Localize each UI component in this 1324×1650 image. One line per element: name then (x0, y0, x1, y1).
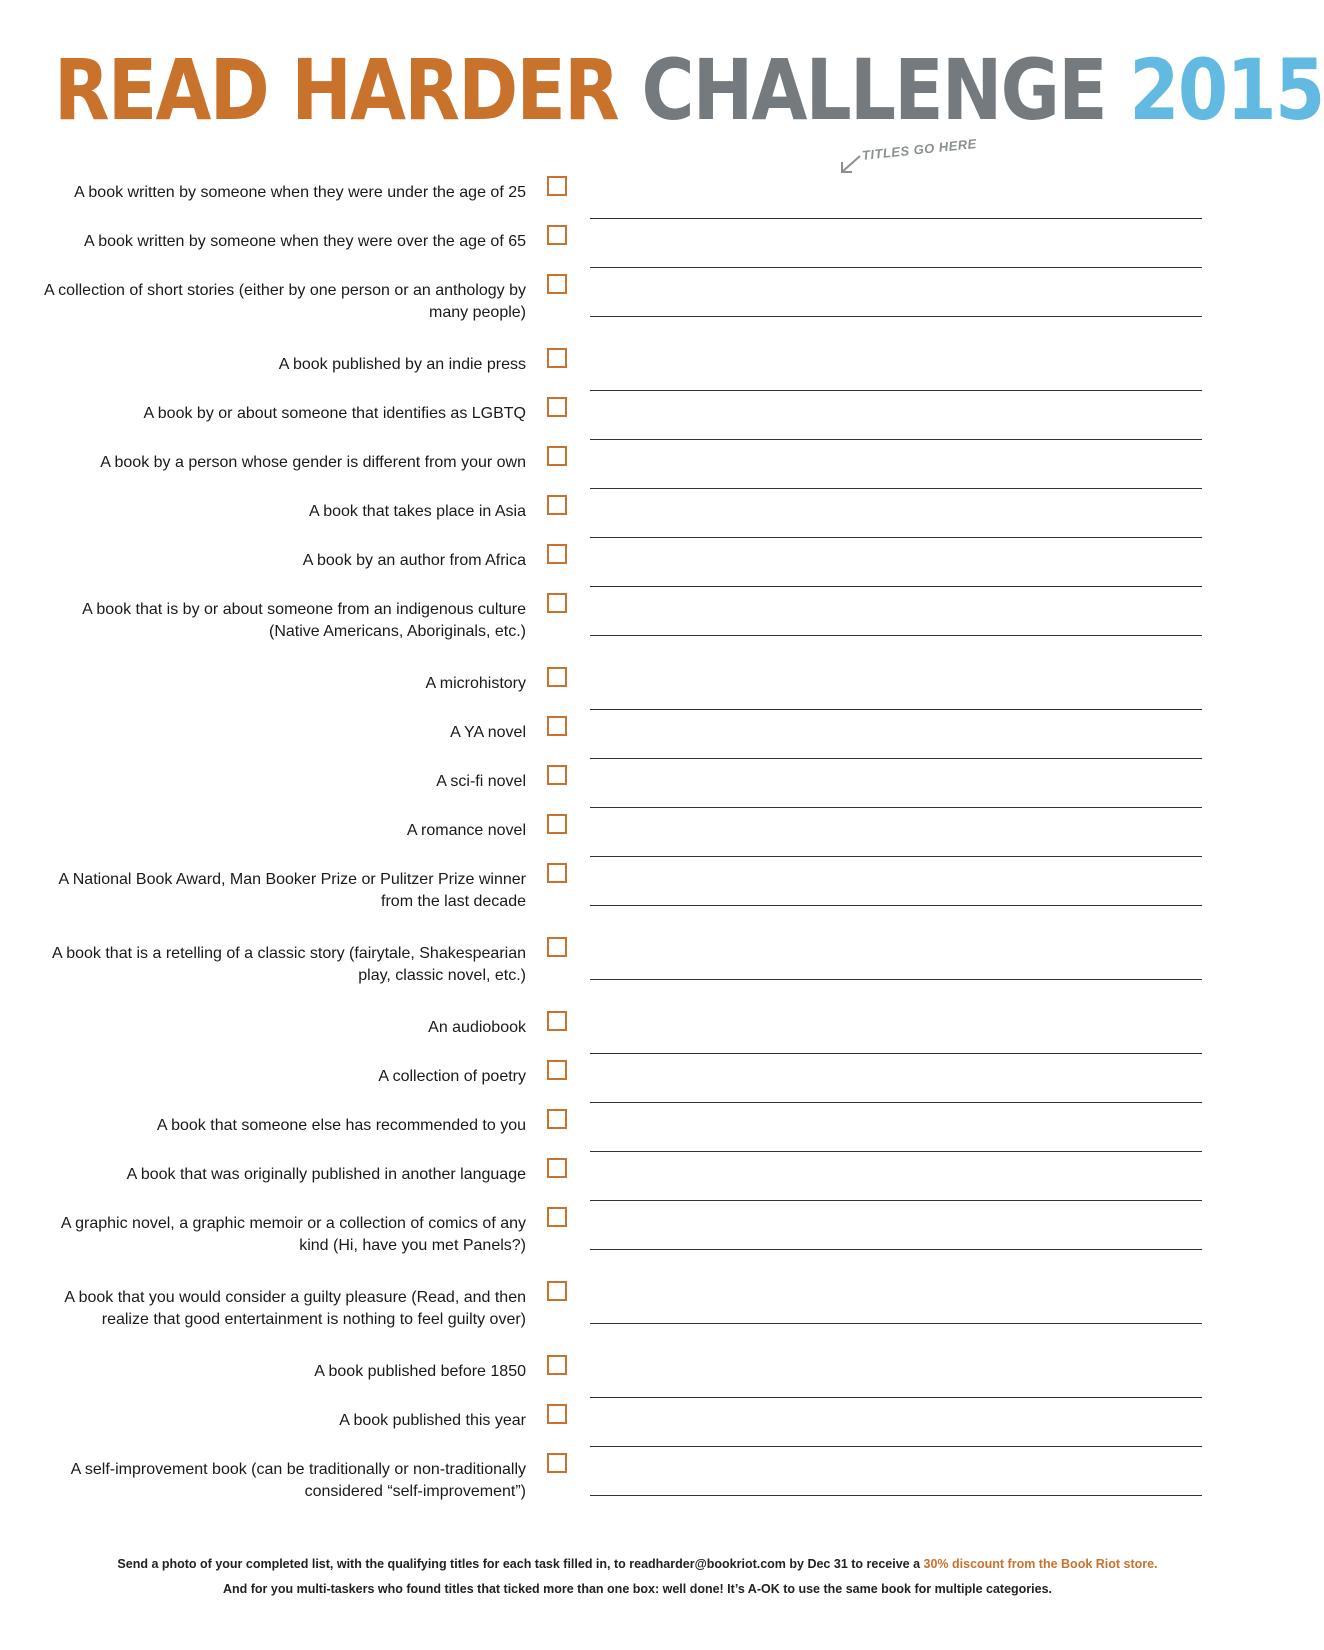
task-checkbox[interactable] (547, 348, 567, 368)
footer-line-2: And for you multi-taskers who found titles that ticked more than one box: well done! It’s A-OK to use the same book for multiple categories. (222, 1582, 1053, 1596)
title-entry-line[interactable] (590, 202, 1202, 219)
task-label: A book that someone else has recommended to you (156, 1117, 526, 1134)
task-label: A collection of short stories (either by one person or an anthology by many people) (43, 282, 526, 321)
task-checkbox[interactable] (547, 1158, 567, 1178)
title-entry-line[interactable] (590, 1086, 1202, 1103)
task-label: A book published this year (339, 1412, 526, 1429)
task-label: A book written by someone when they were over the age of 65 (83, 233, 526, 250)
task-checkbox[interactable] (547, 593, 567, 613)
task-label: A self-improvement book (can be traditionally or non-traditionally considered “self-improvement”) (70, 1461, 526, 1500)
task-checkbox[interactable] (547, 716, 567, 736)
title-entry-line[interactable] (590, 1037, 1202, 1054)
title-entry-line[interactable] (590, 840, 1202, 857)
task-label: A book written by someone when they were under the age of 25 (74, 184, 526, 201)
task-label: A book published before 1850 (314, 1363, 526, 1380)
title-entry-line[interactable] (590, 570, 1202, 587)
task-label: A microhistory (425, 675, 526, 692)
title-entry-line[interactable] (590, 1381, 1202, 1398)
task-label: A book by or about someone that identifies as LGBTQ (143, 405, 526, 422)
task-label: A book that you would consider a guilty pleasure (Read, and then realize that good entertainment is nothing to feel guilty over) (64, 1289, 526, 1328)
task-checkbox[interactable] (547, 1404, 567, 1424)
task-checkbox[interactable] (547, 274, 567, 294)
task-checkbox[interactable] (547, 1355, 567, 1375)
task-checkbox[interactable] (547, 937, 567, 957)
footer-line-1 (0, 1552, 1275, 1577)
task-checkbox[interactable] (547, 225, 567, 245)
task-checkbox[interactable] (547, 544, 567, 564)
title-entry-line[interactable] (590, 521, 1202, 538)
footer (0, 1552, 1275, 1602)
task-label: A book that is a retelling of a classic story (fairytale, Shakespearian play, classic novel, etc.) (51, 945, 526, 984)
task-label: A collection of poetry (378, 1068, 526, 1085)
task-label: A book published by an indie press (278, 356, 526, 373)
page-title (54, 40, 1324, 140)
task-checkbox[interactable] (547, 1453, 567, 1473)
title-challenge: CHALLENGE (641, 41, 1106, 139)
task-label: An audiobook (428, 1019, 526, 1036)
task-label: A graphic novel, a graphic memoir or a collection of comics of any kind (Hi, have you met Panels?) (60, 1215, 526, 1254)
title-entry-line[interactable] (590, 693, 1202, 710)
task-label: A book by a person whose gender is different from your own (100, 454, 526, 471)
task-checkbox[interactable] (547, 1011, 567, 1031)
task-label: A book that was originally published in another language (126, 1166, 526, 1183)
title-entry-line[interactable] (590, 374, 1202, 391)
task-label: A sci-fi novel (436, 773, 526, 790)
title-entry-line[interactable] (590, 423, 1202, 440)
title-entry-line[interactable] (590, 742, 1202, 759)
task-checkbox[interactable] (547, 667, 567, 687)
task-checkbox[interactable] (547, 446, 567, 466)
title-entry-line[interactable] (590, 300, 1202, 317)
footer-instructions: Send a photo of your completed list, with the qualifying titles for each task filled in, to readharder@bookriot.com by Dec 31 to receive a (117, 1557, 921, 1571)
task-label: A book by an author from Africa (302, 552, 526, 569)
task-label: A National Book Award, Man Booker Prize or Pulitzer Prize winner from the last decade (58, 871, 526, 910)
title-entry-line[interactable] (590, 472, 1202, 489)
title-entry-line[interactable] (590, 963, 1202, 980)
task-checkbox[interactable] (547, 1109, 567, 1129)
title-entry-line[interactable] (590, 1184, 1202, 1201)
title-entry-line[interactable] (590, 1233, 1202, 1250)
title-entry-line[interactable] (590, 251, 1202, 268)
titles-hint (836, 135, 978, 184)
title-entry-line[interactable] (590, 889, 1202, 906)
title-entry-line[interactable] (590, 1430, 1202, 1447)
task-checkbox[interactable] (547, 765, 567, 785)
task-checkbox[interactable] (547, 814, 567, 834)
task-label: A book that takes place in Asia (308, 503, 526, 520)
task-checkbox[interactable] (547, 1281, 567, 1301)
titles-hint-text: TITLES GO HERE (861, 135, 978, 163)
title-entry-line[interactable] (590, 791, 1202, 808)
task-checkbox[interactable] (547, 863, 567, 883)
task-label: A book that is by or about someone from an indigenous culture (Native Americans, Aboriginals, etc.) (82, 601, 526, 640)
task-checkbox[interactable] (547, 1060, 567, 1080)
task-checkbox[interactable] (547, 1207, 567, 1227)
task-checkbox[interactable] (547, 176, 567, 196)
task-label: A romance novel (406, 822, 526, 839)
task-label: A YA novel (450, 724, 526, 741)
task-checkbox[interactable] (547, 495, 567, 515)
title-entry-line[interactable] (590, 1479, 1202, 1496)
title-entry-line[interactable] (590, 619, 1202, 636)
title-year: 2015 (1129, 41, 1324, 139)
title-read-harder: READ HARDER (54, 41, 619, 139)
title-entry-line[interactable] (590, 1135, 1202, 1152)
task-checkbox[interactable] (547, 397, 567, 417)
discount-link[interactable]: 30% discount from the Book Riot store. (923, 1557, 1158, 1571)
title-entry-line[interactable] (590, 1307, 1202, 1324)
